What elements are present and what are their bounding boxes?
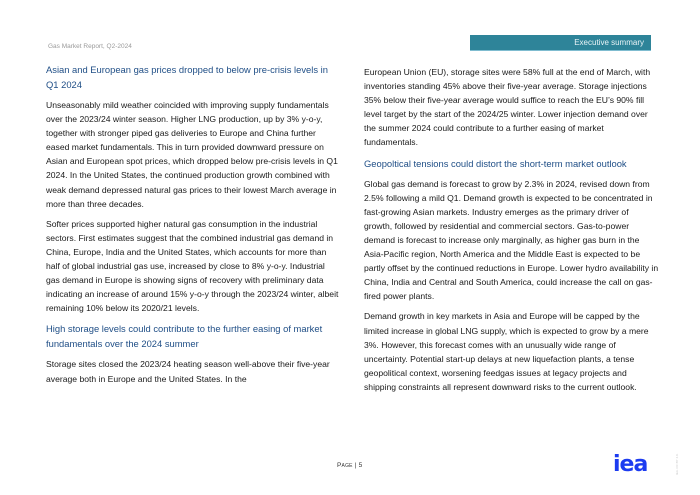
report-title: Gas Market Report, Q2-2024 <box>48 43 132 50</box>
paragraph: Demand growth in key markets in Asia and Europe will be capped by the limited increase in global LNG supply, which is expected to grow by a mere 3%. However, this forecast comes with an unusually wide range of uncertainty. Potential start-up delays at new liquefaction plants, a tense geopolitical context, worsening feedgas issues at legacy projects and shipping constraints all represent downward risks to the current outlook. <box>364 311 649 392</box>
paragraph: Softer prices supported higher natural gas consumption in the industrial sectors. First estimates suggest that the combined industrial gas demand in China, Europe, India and the United States, which accounts for more than half of global industrial gas use, increased by close to 8% y-o-y. Industrial gas demand in Europe is showing signs of recovery with preliminary data indicating an increase of around 15% y-o-y through the 2023/24 winter, albeit remaining 10% below its 2020/21 levels. <box>46 218 339 314</box>
right-column <box>364 65 659 400</box>
heading-geopolitical: Geopoltical tensions could distort the short-term market outlook <box>364 157 627 169</box>
copyright-notice: IEA. CC BY 4.0. <box>675 453 679 475</box>
heading-prices: Asian and European gas prices dropped to below pre-crisis levels in Q1 2024 <box>46 64 328 90</box>
section-tab: Executive summary <box>470 35 651 51</box>
paragraph: Global gas demand is forecast to grow by 2.3% in 2024, revised down from 2.5% following a mild Q1. Demand growth is expected to be concentrated in fast-growing Asian markets. Industry emerges as the primary driver of growth, followed by residential and commercial sectors. Gas-to-power demand is forecast to increase only marginally, as higher gas burn in the Asia-Pacific region, North America and the Middle East is expected to be partly offset by the continued reductions in Europe. Lower hydro availability in China, India and Central and South America, could increase the call on gas-fired power plants. <box>364 178 659 302</box>
page-label: Page <box>337 462 353 469</box>
page-number <box>337 462 362 469</box>
iea-logo-icon: iea <box>613 452 648 477</box>
paragraph: European Union (EU), storage sites were 58% full at the end of March, with inventories standing 45% above their five-year average. Storage injections 35% below their five-year average would suffice to reach the EU’s 90% fill level target by the start of the 2024/25 winter. Lower injection demand over the summer 2024 could contribute to a further easing of market fundamentals. <box>364 67 651 148</box>
paragraph: Storage sites closed the 2023/24 heating season well-above their five-year average both in Europe and the United States. In the <box>46 359 330 384</box>
left-column <box>46 62 341 392</box>
paragraph: Unseasonably mild weather coincided with improving supply fundamentals over the 2023/24 winter season. Higher LNG production, up by 3% y-o-y, together with stronger piped gas deliveries to Europe and China further eased market fundamentals. This in turn provided downward pressure on Asian and European spot prices, which dropped below pre-crisis levels in Q1 2024. In the United States, the continued production growth combined with weak demand depressed natural gas prices to their lowest March average in more than three decades. <box>46 100 338 209</box>
heading-storage: High storage levels could contribute to the further easing of market fundamentals over the 2024 summer <box>46 323 323 350</box>
page-value: | 5 <box>354 462 363 469</box>
